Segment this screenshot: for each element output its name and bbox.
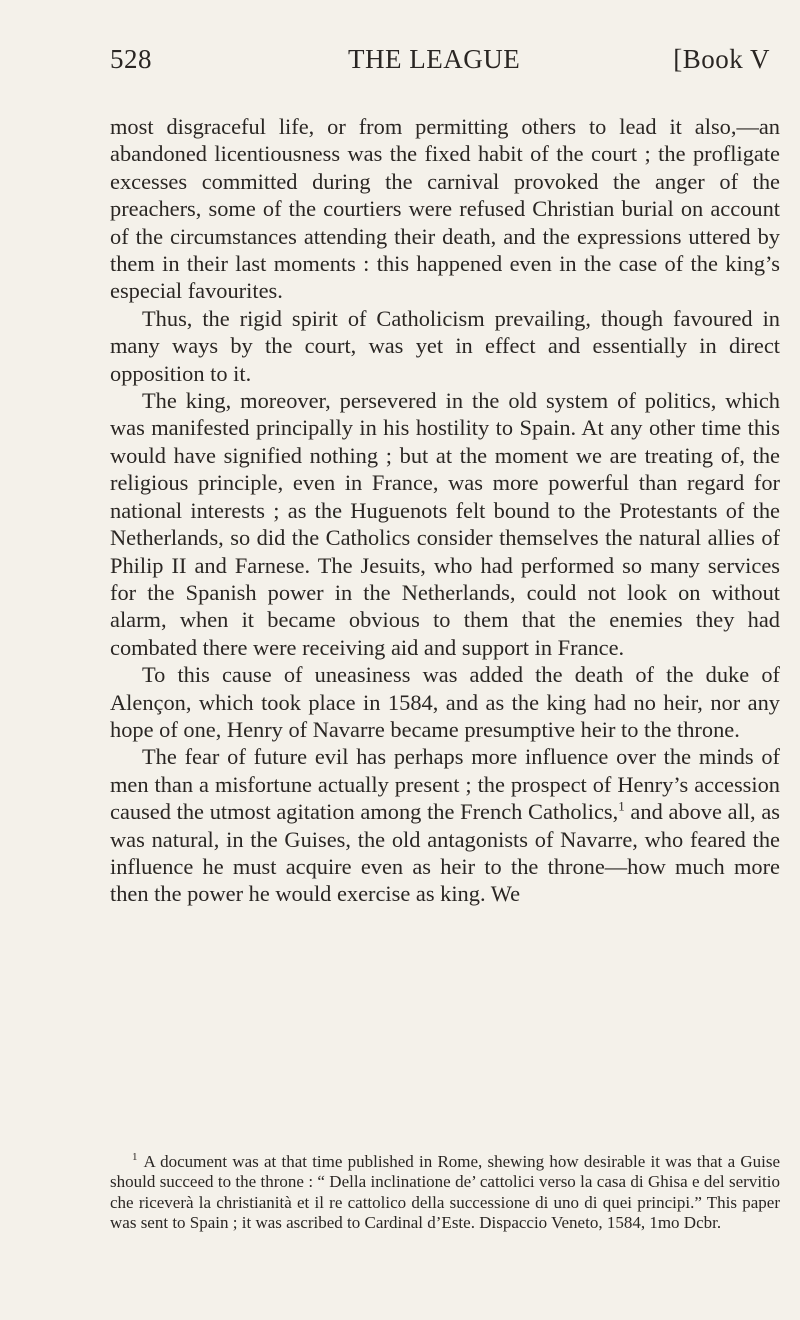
- book-reference: [Book V: [673, 44, 770, 74]
- running-title: THE LEAGUE: [348, 44, 521, 74]
- footnote-mark: 1: [132, 1151, 138, 1164]
- paragraph: most disgraceful life, or from permitting others to lead it also,—an abandoned licentiousness was the fixed habit of the court ; the profligate excesses committed during the carnival provoked the anger of the preachers, some of the courtiers were refused Christian burial on account of the circumstances attending their death, and the expressions uttered by them in their last moments : this happened even in the case of the king’s especial favourites.: [110, 114, 780, 304]
- page-number: 528: [110, 44, 152, 74]
- footnote-reference: 1: [618, 798, 625, 814]
- paragraph: Thus, the rigid spirit of Catholicism prevailing, though favoured in many ways by the court, was yet in effect and essentially in direct opposition to it.: [110, 305, 780, 386]
- paragraph: To this cause of uneasiness was added the death of the duke of Alençon, which took place in 1584, and as the king had no heir, nor any hope of one, Henry of Navarre became presumptive heir to the throne.: [110, 662, 780, 742]
- running-head: [110, 44, 770, 84]
- body-text: [110, 113, 780, 908]
- footnote-text: A document was at that time published in Rome, shewing how desirable it was that a Guise should succeed to the throne : “ Della inclinatione de’ cattolici verso la casa di Ghisa e del servitio che riceverà la christianità et il re cattolico della successione di uno di quei principi.” This paper was sent to Spain ; it was ascribed to Cardinal d’Este. Dispaccio Veneto, 1584, 1mo Dcbr.: [110, 1152, 780, 1233]
- paragraph: The king, moreover, persevered in the old system of politics, which was manifested principally in his hostility to Spain. At any other time this would have signified nothing ; but at the moment we are treating of, the religious principle, even in France, was more powerful than regard for national interests ; as the Huguenots felt bound to the Protestants of the Netherlands, so did the Catholics consider themselves the natural allies of Philip II and Farnese. The Jesuits, who had performed so many services for the Spanish power in the Netherlands, could not look on without alarm, when it became obvious to them that the enemies they had combated there were receiving aid and support in France.: [110, 388, 780, 660]
- paragraph: [110, 743, 780, 907]
- footnote: [110, 1152, 780, 1234]
- paragraph-text: and above all, as was natural, in the Guises, the old antagonists of Navarre, who feared the influence he must acquire even as heir to the throne—how much more then the power he would exercise as king. We: [110, 799, 780, 907]
- paragraph-text: The fear of future evil has perhaps more influence over the minds of men than a misfortune actually present ; the prospect of Henry’s accession caused the utmost agitation among the French Catholics,: [110, 744, 780, 825]
